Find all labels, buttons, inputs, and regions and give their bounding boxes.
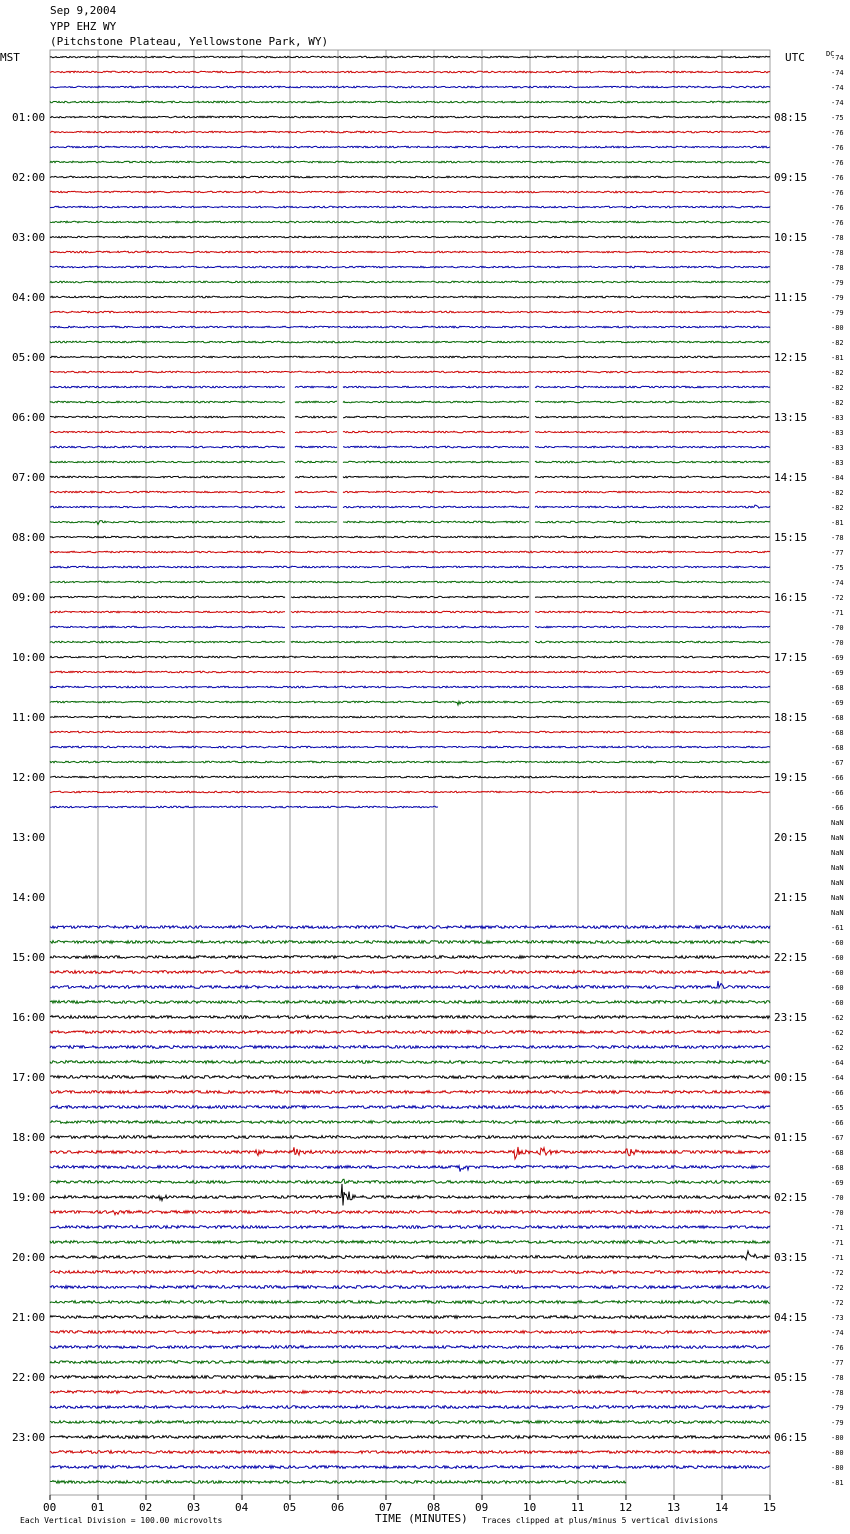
utc-hour-label: 06:15 xyxy=(774,1431,808,1444)
mst-hour-label: 09:00 xyxy=(12,591,46,604)
trace-row xyxy=(50,71,770,73)
trace-row xyxy=(50,806,438,808)
trace-row xyxy=(50,1166,770,1172)
trace-row xyxy=(50,566,770,568)
trace-row xyxy=(50,521,770,525)
dc-offset-label: -82 xyxy=(831,339,844,347)
x-tick-label: 14 xyxy=(715,1501,729,1514)
trace-row xyxy=(50,1361,770,1364)
x-tick-label: 15 xyxy=(763,1501,777,1514)
dc-offset-label: -62 xyxy=(831,1014,844,1022)
utc-hour-label: 19:15 xyxy=(774,771,808,784)
trace-row xyxy=(50,1061,770,1064)
dc-offset-label: -72 xyxy=(831,594,844,602)
trace-row xyxy=(50,431,770,433)
dc-offset-label: -80 xyxy=(831,1449,844,1457)
dc-offset-label: -82 xyxy=(831,384,844,392)
mst-hour-label: 16:00 xyxy=(12,1011,46,1024)
dc-offset-label: -83 xyxy=(831,444,844,452)
utc-hour-label: 23:15 xyxy=(774,1011,808,1024)
trace-row xyxy=(50,701,770,705)
scale-note: Each Vertical Division = 100.00 microvolts xyxy=(20,1516,223,1525)
clip-note: Traces clipped at plus/minus 5 vertical divisions xyxy=(482,1516,719,1525)
dc-offset-label: -79 xyxy=(831,309,844,317)
dc-offset-label: -69 xyxy=(831,1179,844,1187)
dc-label: DC xyxy=(826,50,835,58)
utc-hour-label: 09:15 xyxy=(774,171,808,184)
dc-offset-label: -78 xyxy=(831,234,844,242)
dc-offset-label: -75 xyxy=(831,114,844,122)
trace-row xyxy=(50,416,770,418)
mst-hour-label: 08:00 xyxy=(12,531,46,544)
dc-offset-label: -68 xyxy=(831,744,844,752)
trace-row xyxy=(50,1016,770,1019)
utc-hour-label: 05:15 xyxy=(774,1371,808,1384)
dc-offset-label: -67 xyxy=(831,1134,844,1142)
dc-offset-label: -73 xyxy=(831,1314,844,1322)
mst-hour-label: 20:00 xyxy=(12,1251,46,1264)
dc-offset-label: -70 xyxy=(831,1194,844,1202)
dc-offset-label: -81 xyxy=(831,1479,844,1487)
mst-hour-label: 14:00 xyxy=(12,891,46,904)
trace-row xyxy=(50,731,770,733)
x-tick-label: 08 xyxy=(427,1501,441,1514)
trace-row xyxy=(50,116,770,118)
mst-label: MST xyxy=(0,51,20,64)
x-tick-label: 12 xyxy=(619,1501,633,1514)
trace-row xyxy=(50,956,770,959)
dc-offset-label: NaN xyxy=(831,849,844,857)
trace-row xyxy=(50,746,770,748)
dc-offset-label: -72 xyxy=(831,1299,844,1307)
dc-offset-label: -60 xyxy=(831,969,844,977)
dc-offset-label: -72 xyxy=(831,1284,844,1292)
dc-offset-label: -82 xyxy=(831,399,844,407)
trace-row xyxy=(50,1301,770,1304)
dc-offset-label: -71 xyxy=(831,609,844,617)
dc-offset-label: -74 xyxy=(831,99,844,107)
dc-offset-label: -68 xyxy=(831,729,844,737)
dc-offset-label: -70 xyxy=(831,1209,844,1217)
dc-offset-label: -60 xyxy=(831,954,844,962)
trace-row xyxy=(50,236,770,238)
dc-offset-label: -71 xyxy=(831,1224,844,1232)
utc-hour-label: 12:15 xyxy=(774,351,808,364)
dc-offset-label: -80 xyxy=(831,1434,844,1442)
x-tick-label: 13 xyxy=(667,1501,681,1514)
dc-offset-label: -62 xyxy=(831,1044,844,1052)
trace-row xyxy=(50,1241,770,1244)
mst-hour-label: 22:00 xyxy=(12,1371,46,1384)
dc-offset-label: -66 xyxy=(831,1119,844,1127)
dc-offset-label: -60 xyxy=(831,999,844,1007)
trace-row xyxy=(50,611,770,613)
x-tick-label: 09 xyxy=(475,1501,489,1514)
dc-offset-label: -79 xyxy=(831,1419,844,1427)
utc-hour-label: 15:15 xyxy=(774,531,808,544)
dc-offset-label: -76 xyxy=(831,174,844,182)
x-tick-label: 11 xyxy=(571,1501,585,1514)
trace-row xyxy=(50,596,770,598)
mst-hour-label: 19:00 xyxy=(12,1191,46,1204)
utc-label: UTC xyxy=(785,51,805,64)
trace-row xyxy=(50,671,770,673)
trace-row xyxy=(50,981,770,989)
trace-row xyxy=(50,1179,770,1183)
trace-row xyxy=(50,1451,770,1454)
trace-row xyxy=(50,1421,770,1424)
trace-row xyxy=(50,505,770,508)
xaxis-title: TIME (MINUTES) xyxy=(375,1512,468,1525)
trace-row xyxy=(50,191,770,193)
trace-row xyxy=(50,1406,770,1409)
trace-row xyxy=(50,371,770,373)
trace-row xyxy=(50,176,770,178)
axis-labels xyxy=(12,54,844,1514)
trace-row xyxy=(50,146,770,148)
trace-row xyxy=(50,446,770,448)
utc-hour-label: 03:15 xyxy=(774,1251,808,1264)
trace-row xyxy=(50,296,770,298)
trace-row xyxy=(50,761,770,763)
trace-row xyxy=(50,341,770,343)
trace-row xyxy=(50,641,770,643)
trace-row xyxy=(50,551,770,553)
trace-row xyxy=(50,716,770,718)
dc-offset-label: -76 xyxy=(831,1344,844,1352)
dc-offset-label: -76 xyxy=(831,204,844,212)
dc-offset-label: -72 xyxy=(831,1269,844,1277)
utc-hour-label: 21:15 xyxy=(774,891,808,904)
x-tick-label: 07 xyxy=(379,1501,393,1514)
trace-row xyxy=(50,356,770,358)
dc-offset-label: -69 xyxy=(831,699,844,707)
trace-row xyxy=(50,776,770,778)
x-tick-label: 10 xyxy=(523,1501,537,1514)
trace-row xyxy=(50,1121,770,1124)
trace-row xyxy=(50,461,770,463)
dc-offset-label: -64 xyxy=(831,1074,844,1082)
trace-row xyxy=(50,1184,770,1206)
utc-hour-label: 20:15 xyxy=(774,831,808,844)
trace-row xyxy=(50,386,770,388)
mst-hour-label: 15:00 xyxy=(12,951,46,964)
trace-row xyxy=(50,251,770,253)
mst-hour-label: 18:00 xyxy=(12,1131,46,1144)
dc-offset-label: -68 xyxy=(831,1149,844,1157)
trace-row xyxy=(50,221,770,223)
dc-offset-label: -79 xyxy=(831,294,844,302)
dc-offset-label: -79 xyxy=(831,279,844,287)
mst-hour-label: 04:00 xyxy=(12,291,46,304)
utc-hour-label: 17:15 xyxy=(774,651,808,664)
dc-offset-label: -81 xyxy=(831,519,844,527)
trace-row xyxy=(50,1226,770,1229)
mst-hour-label: 10:00 xyxy=(12,651,46,664)
dc-offset-label: -61 xyxy=(831,924,844,932)
dc-offset-label: NaN xyxy=(831,894,844,902)
mst-hour-label: 11:00 xyxy=(12,711,46,724)
dc-offset-label: -69 xyxy=(831,669,844,677)
trace-row xyxy=(50,56,770,58)
dc-offset-label: -78 xyxy=(831,1374,844,1382)
dc-offset-label: -65 xyxy=(831,1104,844,1112)
dc-offset-label: -83 xyxy=(831,414,844,422)
utc-hour-label: 18:15 xyxy=(774,711,808,724)
dc-offset-label: -66 xyxy=(831,804,844,812)
dc-offset-label: -74 xyxy=(831,69,844,77)
dc-offset-label: -60 xyxy=(831,984,844,992)
x-tick-label: 06 xyxy=(331,1501,345,1514)
dc-offset-label: -70 xyxy=(831,639,844,647)
x-tick-label: 03 xyxy=(187,1501,201,1514)
dc-offset-label: -83 xyxy=(831,459,844,467)
mst-hour-label: 03:00 xyxy=(12,231,46,244)
trace-row xyxy=(50,1031,770,1034)
dc-offset-label: -82 xyxy=(831,369,844,377)
utc-hour-label: 13:15 xyxy=(774,411,808,424)
dc-offset-label: -81 xyxy=(831,354,844,362)
dc-offset-label: -74 xyxy=(831,579,844,587)
trace-row xyxy=(50,1286,770,1289)
dc-offset-label: -66 xyxy=(831,774,844,782)
trace-row xyxy=(50,491,770,493)
dc-offset-label: -80 xyxy=(831,1464,844,1472)
dc-offset-label: -68 xyxy=(831,684,844,692)
dc-offset-label: -74 xyxy=(831,1329,844,1337)
dc-offset-label: -76 xyxy=(831,129,844,137)
dc-offset-label: NaN xyxy=(831,909,844,917)
trace-row xyxy=(50,1251,770,1260)
utc-hour-label: 16:15 xyxy=(774,591,808,604)
utc-hour-label: 08:15 xyxy=(774,111,808,124)
mst-hour-label: 17:00 xyxy=(12,1071,46,1084)
utc-hour-label: 11:15 xyxy=(774,291,808,304)
mst-hour-label: 13:00 xyxy=(12,831,46,844)
dc-offset-label: -68 xyxy=(831,714,844,722)
station-label: YPP EHZ WY xyxy=(50,20,117,33)
trace-row xyxy=(50,626,770,628)
trace-row xyxy=(50,581,770,583)
dc-offset-label: NaN xyxy=(831,879,844,887)
dc-offset-label: -66 xyxy=(831,789,844,797)
dc-offset-label: NaN xyxy=(831,864,844,872)
dc-offset-label: -76 xyxy=(831,189,844,197)
dc-offset-label: NaN xyxy=(831,819,844,827)
dc-offset-label: -80 xyxy=(831,324,844,332)
trace-row xyxy=(50,86,770,88)
trace-row xyxy=(50,1346,770,1349)
trace-row xyxy=(50,1376,770,1379)
utc-hour-label: 22:15 xyxy=(774,951,808,964)
dc-offset-label: -70 xyxy=(831,624,844,632)
dc-offset-label: -78 xyxy=(831,249,844,257)
dc-offset-label: -75 xyxy=(831,564,844,572)
dc-offset-label: -77 xyxy=(831,1359,844,1367)
dc-offset-label: -78 xyxy=(831,264,844,272)
dc-offset-label: -60 xyxy=(831,939,844,947)
dc-offset-label: -79 xyxy=(831,1404,844,1412)
trace-row xyxy=(50,311,770,313)
trace-row xyxy=(50,1046,770,1049)
x-tick-label: 00 xyxy=(43,1501,57,1514)
trace-row xyxy=(50,686,770,688)
trace-row xyxy=(50,1391,770,1394)
utc-hour-label: 10:15 xyxy=(774,231,808,244)
trace-row xyxy=(50,926,770,929)
trace-row xyxy=(50,1106,770,1109)
trace-row xyxy=(50,101,770,103)
dc-offset-label: NaN xyxy=(831,834,844,842)
trace-row xyxy=(50,941,770,944)
mst-hour-label: 01:00 xyxy=(12,111,46,124)
x-tick-label: 02 xyxy=(139,1501,153,1514)
dc-offset-label: -69 xyxy=(831,654,844,662)
trace-row xyxy=(50,1136,770,1139)
mst-hour-label: 21:00 xyxy=(12,1311,46,1324)
trace-row xyxy=(50,1147,770,1159)
trace-row xyxy=(50,791,770,793)
trace-row xyxy=(50,131,770,133)
trace-row xyxy=(50,1466,770,1469)
dc-offset-label: -74 xyxy=(831,84,844,92)
dc-offset-label: -71 xyxy=(831,1239,844,1247)
dc-offset-label: -68 xyxy=(831,1164,844,1172)
trace-row xyxy=(50,1316,770,1319)
dc-offset-label: -64 xyxy=(831,1059,844,1067)
trace-row xyxy=(50,401,770,403)
trace-row xyxy=(50,281,770,283)
dc-offset-label: -76 xyxy=(831,219,844,227)
location-label: (Pitchstone Plateau, Yellowstone Park, WY) xyxy=(50,35,329,48)
mst-hour-label: 05:00 xyxy=(12,351,46,364)
dc-offset-label: -74 xyxy=(831,54,844,62)
trace-row xyxy=(50,971,770,974)
trace-row xyxy=(50,656,770,658)
mst-hour-label: 23:00 xyxy=(12,1431,46,1444)
dc-offset-label: -84 xyxy=(831,474,844,482)
x-tick-label: 05 xyxy=(283,1501,297,1514)
mst-hour-label: 06:00 xyxy=(12,411,46,424)
trace-row xyxy=(50,1436,770,1439)
dc-offset-label: -62 xyxy=(831,1029,844,1037)
dc-offset-label: -77 xyxy=(831,549,844,557)
date-label: Sep 9,2004 xyxy=(50,4,117,17)
utc-hour-label: 14:15 xyxy=(774,471,808,484)
utc-hour-label: 01:15 xyxy=(774,1131,808,1144)
x-tick-label: 01 xyxy=(91,1501,105,1514)
dc-offset-label: -78 xyxy=(831,534,844,542)
utc-hour-label: 00:15 xyxy=(774,1071,808,1084)
dc-offset-label: -76 xyxy=(831,159,844,167)
trace-row xyxy=(50,1271,770,1274)
dc-offset-label: -83 xyxy=(831,429,844,437)
trace-row xyxy=(50,1331,770,1334)
dc-offset-label: -66 xyxy=(831,1089,844,1097)
dc-offset-label: -78 xyxy=(831,1389,844,1397)
trace-row xyxy=(50,1076,770,1079)
dc-offset-label: -76 xyxy=(831,144,844,152)
trace-row xyxy=(50,1001,770,1004)
x-tick-label: 04 xyxy=(235,1501,249,1514)
utc-hour-label: 02:15 xyxy=(774,1191,808,1204)
mst-hour-label: 02:00 xyxy=(12,171,46,184)
dc-offset-label: -82 xyxy=(831,504,844,512)
mst-hour-label: 12:00 xyxy=(12,771,46,784)
trace-row xyxy=(50,476,770,478)
trace-row xyxy=(50,1211,770,1215)
seismic-traces xyxy=(50,56,770,1483)
trace-row xyxy=(50,161,770,163)
dc-offset-label: -67 xyxy=(831,759,844,767)
trace-row xyxy=(50,536,770,538)
dc-offset-label: -82 xyxy=(831,489,844,497)
trace-row xyxy=(50,326,770,328)
trace-row xyxy=(50,206,770,208)
trace-row xyxy=(50,266,770,268)
utc-hour-label: 04:15 xyxy=(774,1311,808,1324)
dc-offset-label: -71 xyxy=(831,1254,844,1262)
mst-hour-label: 07:00 xyxy=(12,471,46,484)
trace-row xyxy=(50,1091,770,1094)
